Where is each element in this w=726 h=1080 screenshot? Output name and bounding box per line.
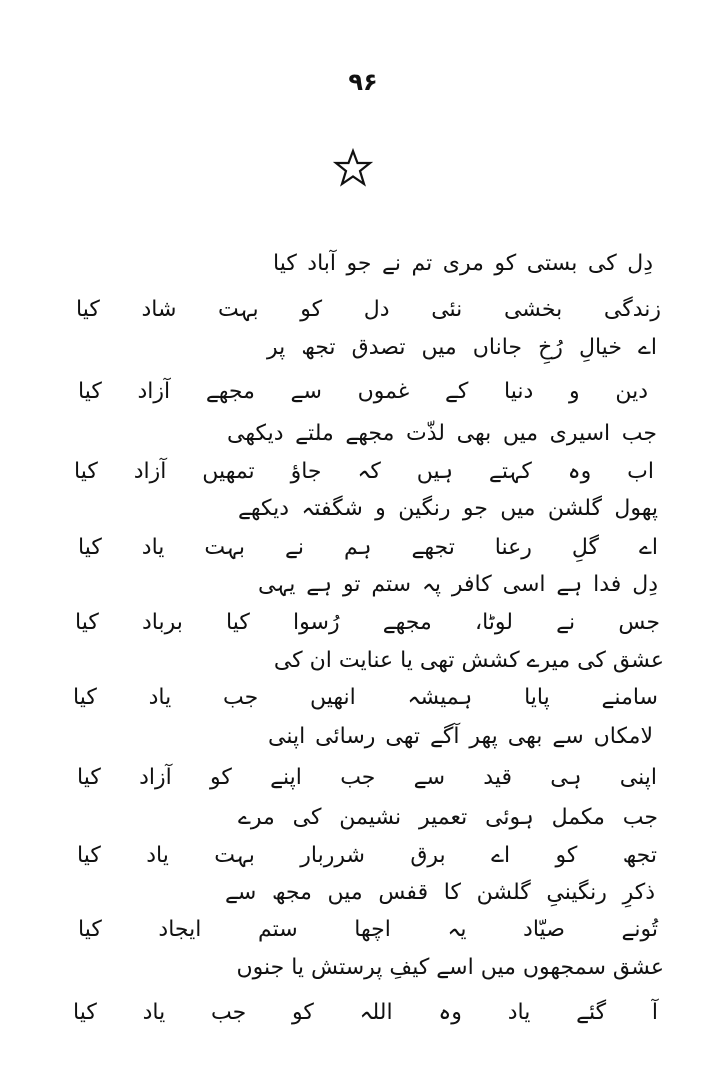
poem-line [74,454,654,490]
poem-line [273,246,653,282]
poem-line-text: جب مکمل ہوئی تعمیر نشیمن کی مرے [238,805,658,830]
poem-line-text: اے گلِ رعنا تجھے ہم نے بہت یاد کیا [78,535,658,560]
poem-line-text: اپنی ہی قید سے جب اپنے کو آزاد کیا [77,765,657,790]
poem-line [236,950,664,986]
poem-line-text: اے خیالِ رُخِ جاناں میں تصدق تجھ پر [267,335,657,360]
poem-line [267,330,657,366]
poem-line-text: زندگی بخشی نئی دل کو بہت شاد کیا [76,297,661,322]
poem-line [73,680,658,716]
poem-line [274,643,664,679]
star-outline-icon [333,148,373,188]
poem-line-text: دِل فدا ہے اسی کافر پہ ستم تو ہے یہی [258,572,658,597]
poem-line-text: اب وہ کہتے ہیں کہ جاؤ تمھیں آزاد کیا [74,459,654,484]
page-number: ۹۶ [348,68,378,96]
poem-line [268,719,653,755]
poem-line [76,292,661,328]
poem-line [238,491,658,527]
poem-line-text: تجھ کو اے برق شرربار بہت یاد کیا [77,843,657,868]
poem-line-text: آ گئے یاد وہ اللہ کو جب یاد کیا [73,1000,658,1025]
poem-line-text: جب اسیری میں بھی لذّت مجھے ملتے دیکھی [227,421,657,446]
poem-line [78,530,658,566]
poem-line [77,760,657,796]
poem-line [225,875,655,911]
poem-line [227,416,657,452]
poem-line [77,838,657,874]
poem-line [78,912,658,948]
poem-line [75,605,660,641]
poem-line-text: جس نے لوٹا، مجھے رُسوا کیا برباد کیا [75,610,660,635]
poem-line-text: عشق کی میرے کشش تھی یا عنایت ان کی [273,648,664,673]
poem-line-text: پھول گلشن میں جو رنگین و شگفتہ دیکھے [238,496,658,521]
poem-line [78,374,648,410]
poem-line-text: دین و دنیا کے غموں سے مجھے آزاد کیا [78,379,648,404]
poem-line [258,567,658,603]
poem-line-text: سامنے پایا ہمیشہ انھیں جب یاد کیا [73,685,658,710]
poem-line [73,995,658,1031]
poem-line-text: عشق سمجھوں میں اسے کیفِ پرستش یا جنوں [236,955,664,980]
poem-line-text: ذکرِ رنگینیِ گلشن کا قفس میں مجھ سے [225,880,655,905]
poem-line-text: تُونے صیّاد یہ اچھا ستم ایجاد کیا [78,917,658,942]
poem-line-text: دِل کی بستی کو مری تم نے جو آباد کیا [273,251,653,276]
poem-line-text: لامکاں سے بھی پھر آگے تھی رسائی اپنی [268,724,653,749]
poem-line [238,800,658,836]
